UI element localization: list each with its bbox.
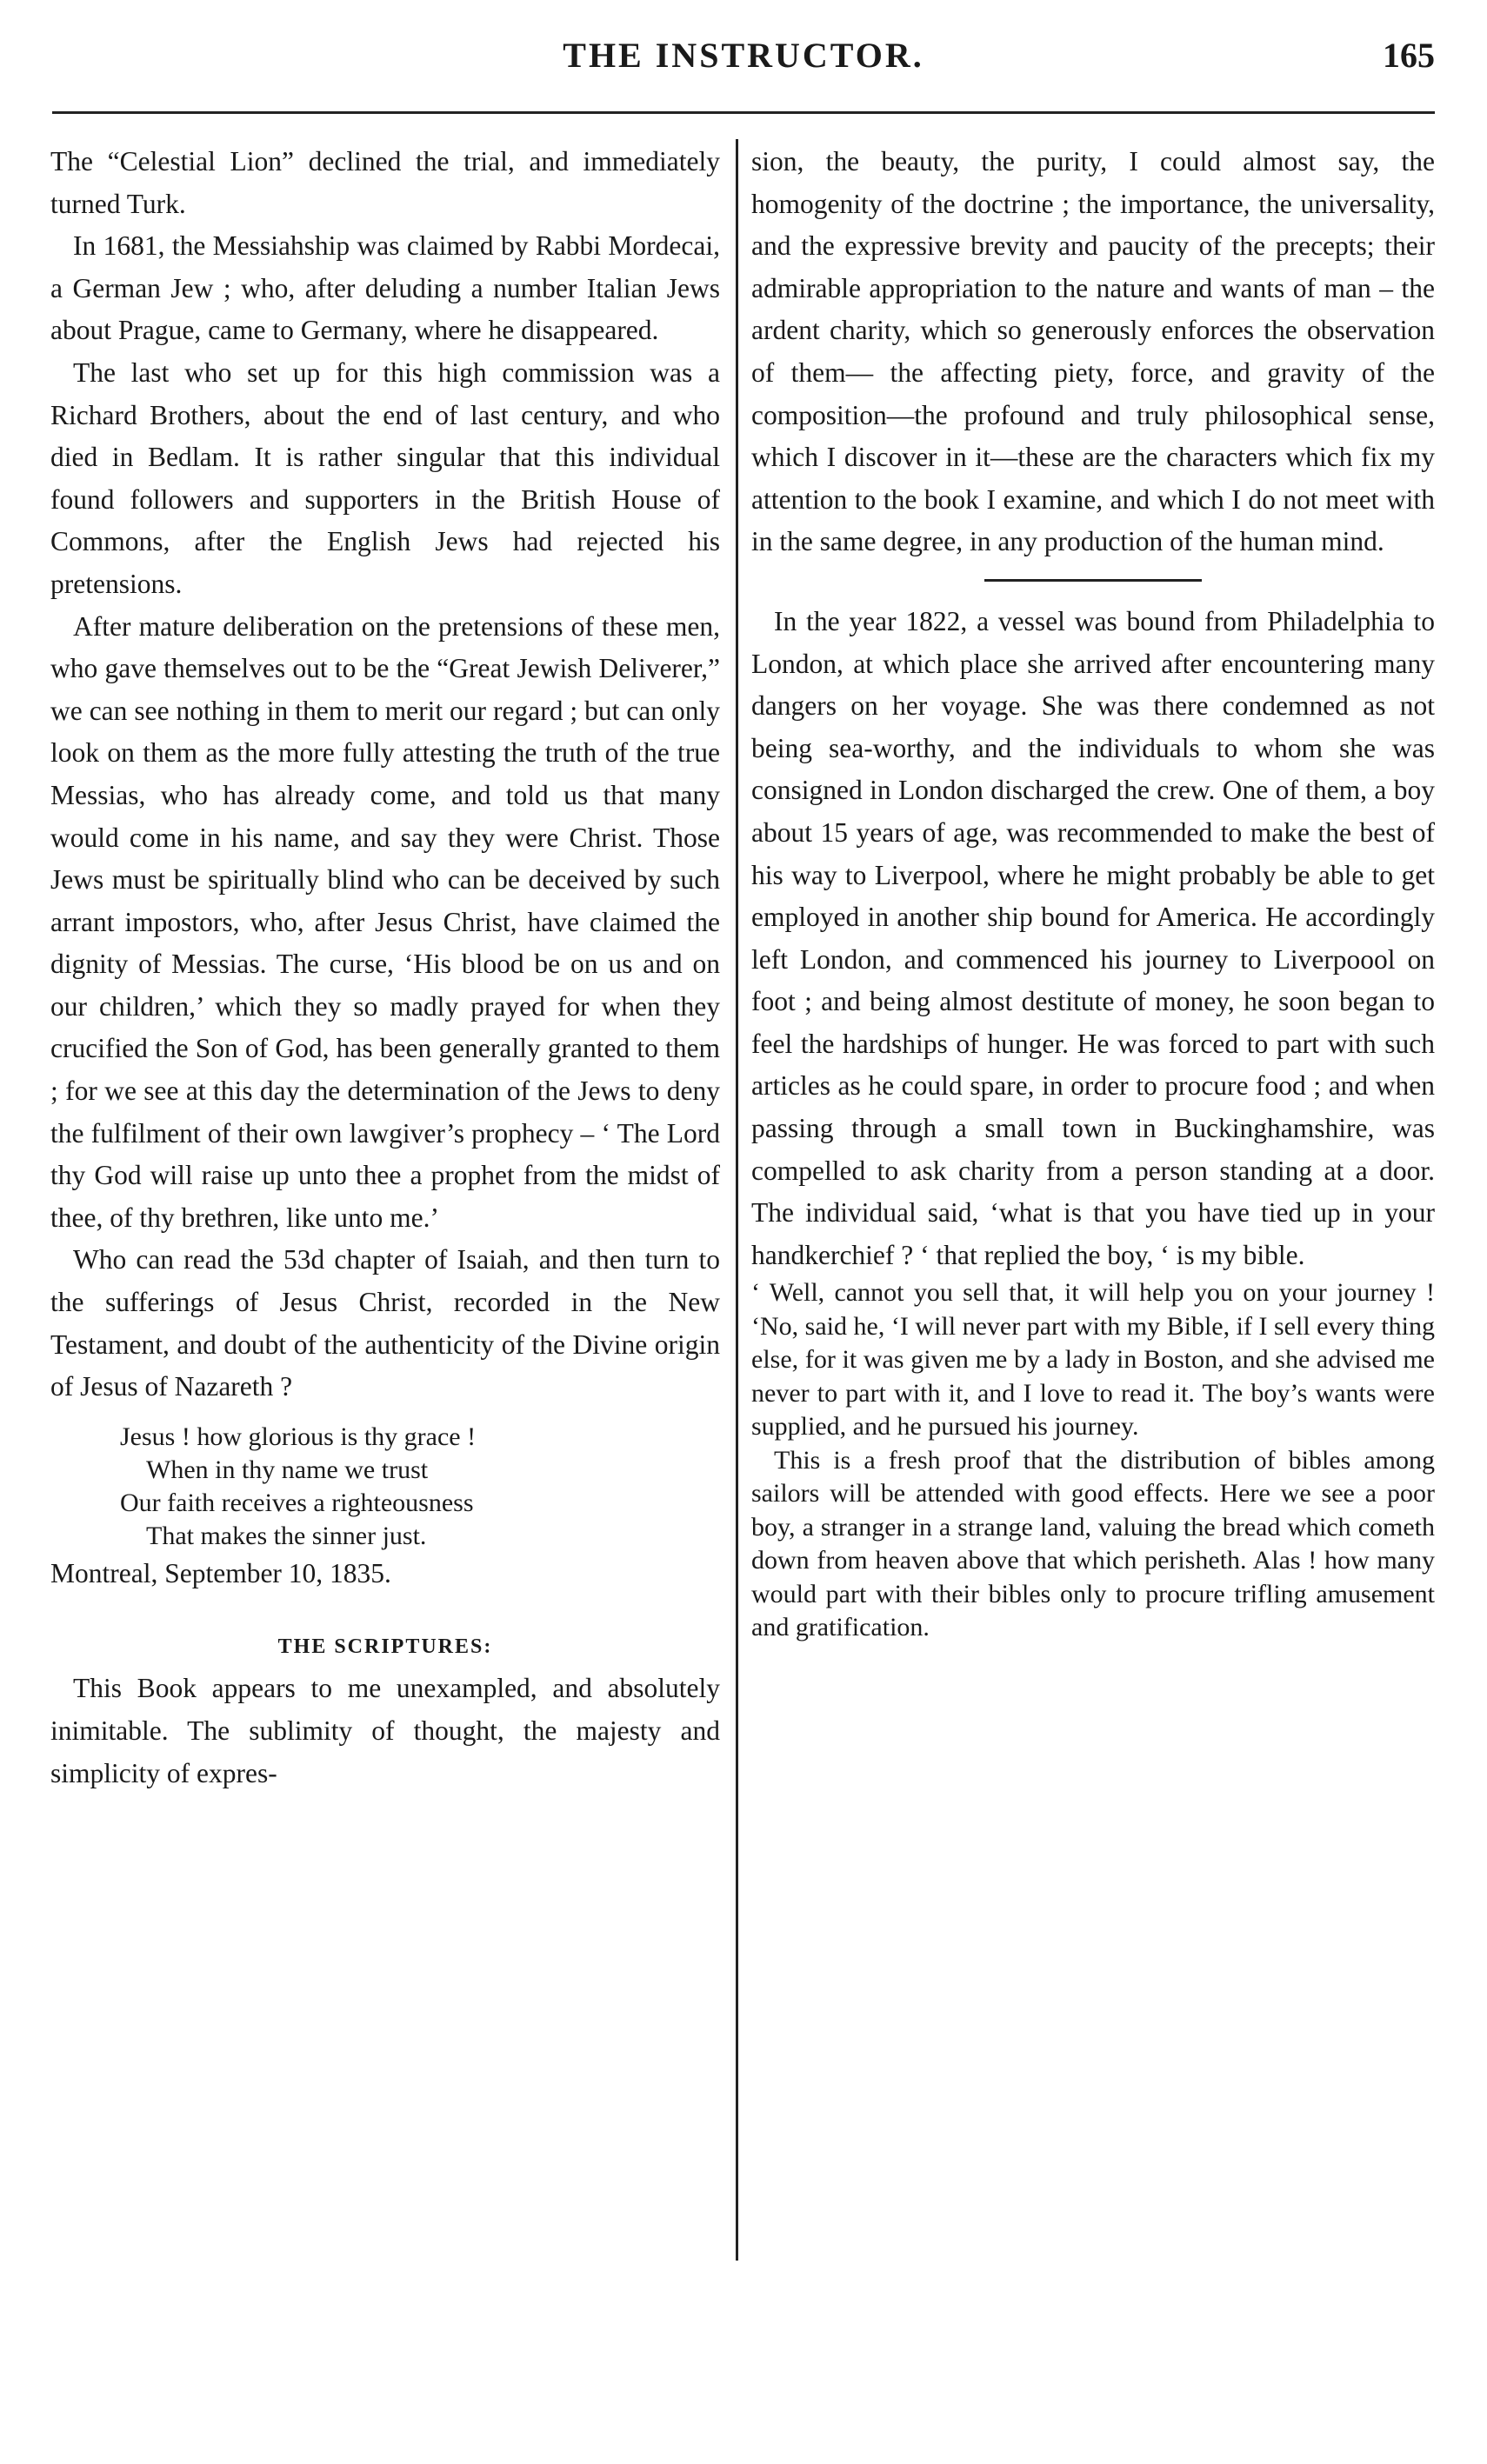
verse: [120, 1421, 720, 1553]
right-column: [751, 141, 1435, 1645]
paragraph: In the year 1822, a vessel was bound from Philadelphia to London, at which place she arrived after encountering many dangers on her voyage. She was there condemned as not being sea-worthy, and the individuals to whom she was consigned in London discharged the crew. One of them, a boy about 15 years of age, was recommended to make the best of his way to Liverpool, where he might probably be able to get employed in another ship bound for America. He accordingly left London, and commenced his journey to Liverpoool on foot ; and being almost destitute of money, he soon began to feel the hardships of hunger. He was forced to part with such articles as he could spare, in order to procure food ; and when passing through a small town in Buckinghamshire, was compelled to ask charity from a person standing at a door. The individual said, ‘what is that you have tied up in your handkerchief ? ‘ that replied the boy, ‘ is my bible.: [751, 605, 1435, 1270]
paragraph: Who can read the 53d chapter of Isaiah, and then turn to the sufferings of Jesus Christ, recorded in the New Testament, and doubt of the authenticity of the Divine origin of Jesus of Nazareth ?: [50, 1244, 720, 1402]
paragraph: After mature deliberation on the pretensions of these men, who gave themselves out to be the “Great Jewish Deliverer,” we can see nothing in them to merit our regard ; but can only look on them as the more fully attesting the truth of the true Messias, who has already come, and told us that many would come in his name, and say they were Christ. Those Jews must be spiritually blind who can be deceived by such arrant impostors, who, after Jesus Christ, have claimed the dignity of Messias. The curse, ‘His blood be on us and on our children,’ which they so madly prayed for when they crucified the Son of God, has been generally granted to them ; for we see at this day the determination of the Jews to deny the fulfilment of their own lawgiver’s prophecy – ‘ The Lord thy God will raise up unto thee a prophet from the midst of thee, of thy brethren, like unto me.’: [50, 610, 720, 1233]
paragraph: This is a fresh proof that the distribution of bibles among sailors will be attended with good effects. Here we see a poor boy, a stranger in a strange land, valuing the bread which cometh down from heaven above that which perisheth. Alas ! how many would part with their bibles only to procure trifling amusement and gratification.: [751, 1445, 1435, 1642]
section-title: THE SCRIPTURES:: [277, 1635, 493, 1659]
paragraph: In 1681, the Messiahship was claimed by Rabbi Mordecai, a German Jew ; who, after deluding a number Italian Jews about Prague, came to Germany, where he disappeared.: [50, 230, 720, 346]
section-separator: [984, 579, 1202, 582]
page-header: [52, 35, 1435, 87]
page-number: 165: [1383, 36, 1435, 75]
verse-line: When in thy name we trust: [146, 1455, 429, 1484]
paragraph: ‘ Well, cannot you sell that, it will help you on your journey ! ‘No, said he, ‘I will never part with my Bible, if I sell every thing else, for it was given me by a lady in Boston, and she advised me never to part with it, and I love to read it. The boy’s wants were supplied, and he pursued his journey.: [751, 1278, 1435, 1442]
signoff: Montreal, September 10, 1835.: [50, 1557, 391, 1588]
paragraph: This Book appears to me unexampled, and absolutely inimitable. The sublimity of thought, the majesty and simplicity of expres-: [50, 1673, 720, 1788]
column-divider: [736, 139, 738, 2261]
header-rule: [52, 111, 1435, 114]
running-head: THE INSTRUCTOR.: [563, 36, 924, 75]
left-column: [50, 141, 720, 1795]
verse-line: Our faith receives a righteousness: [120, 1488, 474, 1517]
verse-line: Jesus ! how glorious is thy grace !: [120, 1422, 477, 1451]
verse-line: That makes the sinner just.: [146, 1521, 427, 1550]
paragraph: sion, the beauty, the purity, I could almost say, the homogenity of the doctrine ; the importance, the universality, and the expressive brevity and paucity of the precepts; their admirable appropriation to the nature and wants of man – the ardent charity, which so generously enforces the observation of them— the affecting piety, force, and gravity of the composition—the profound and truly philosophical sense, which I discover in it—these are the characters which fix my attention to the book I examine, and which I do not meet with in the same degree, in any production of the human mind.: [751, 146, 1435, 557]
paragraph: The “Celestial Lion” declined the trial, and immediately turned Turk.: [50, 146, 720, 219]
paragraph: The last who set up for this high commission was a Richard Brothers, about the end of last century, and who died in Bedlam. It is rather singular that this individual found followers and supporters in the British House of Commons, after the English Jews had rejected his pretensions.: [50, 356, 720, 599]
